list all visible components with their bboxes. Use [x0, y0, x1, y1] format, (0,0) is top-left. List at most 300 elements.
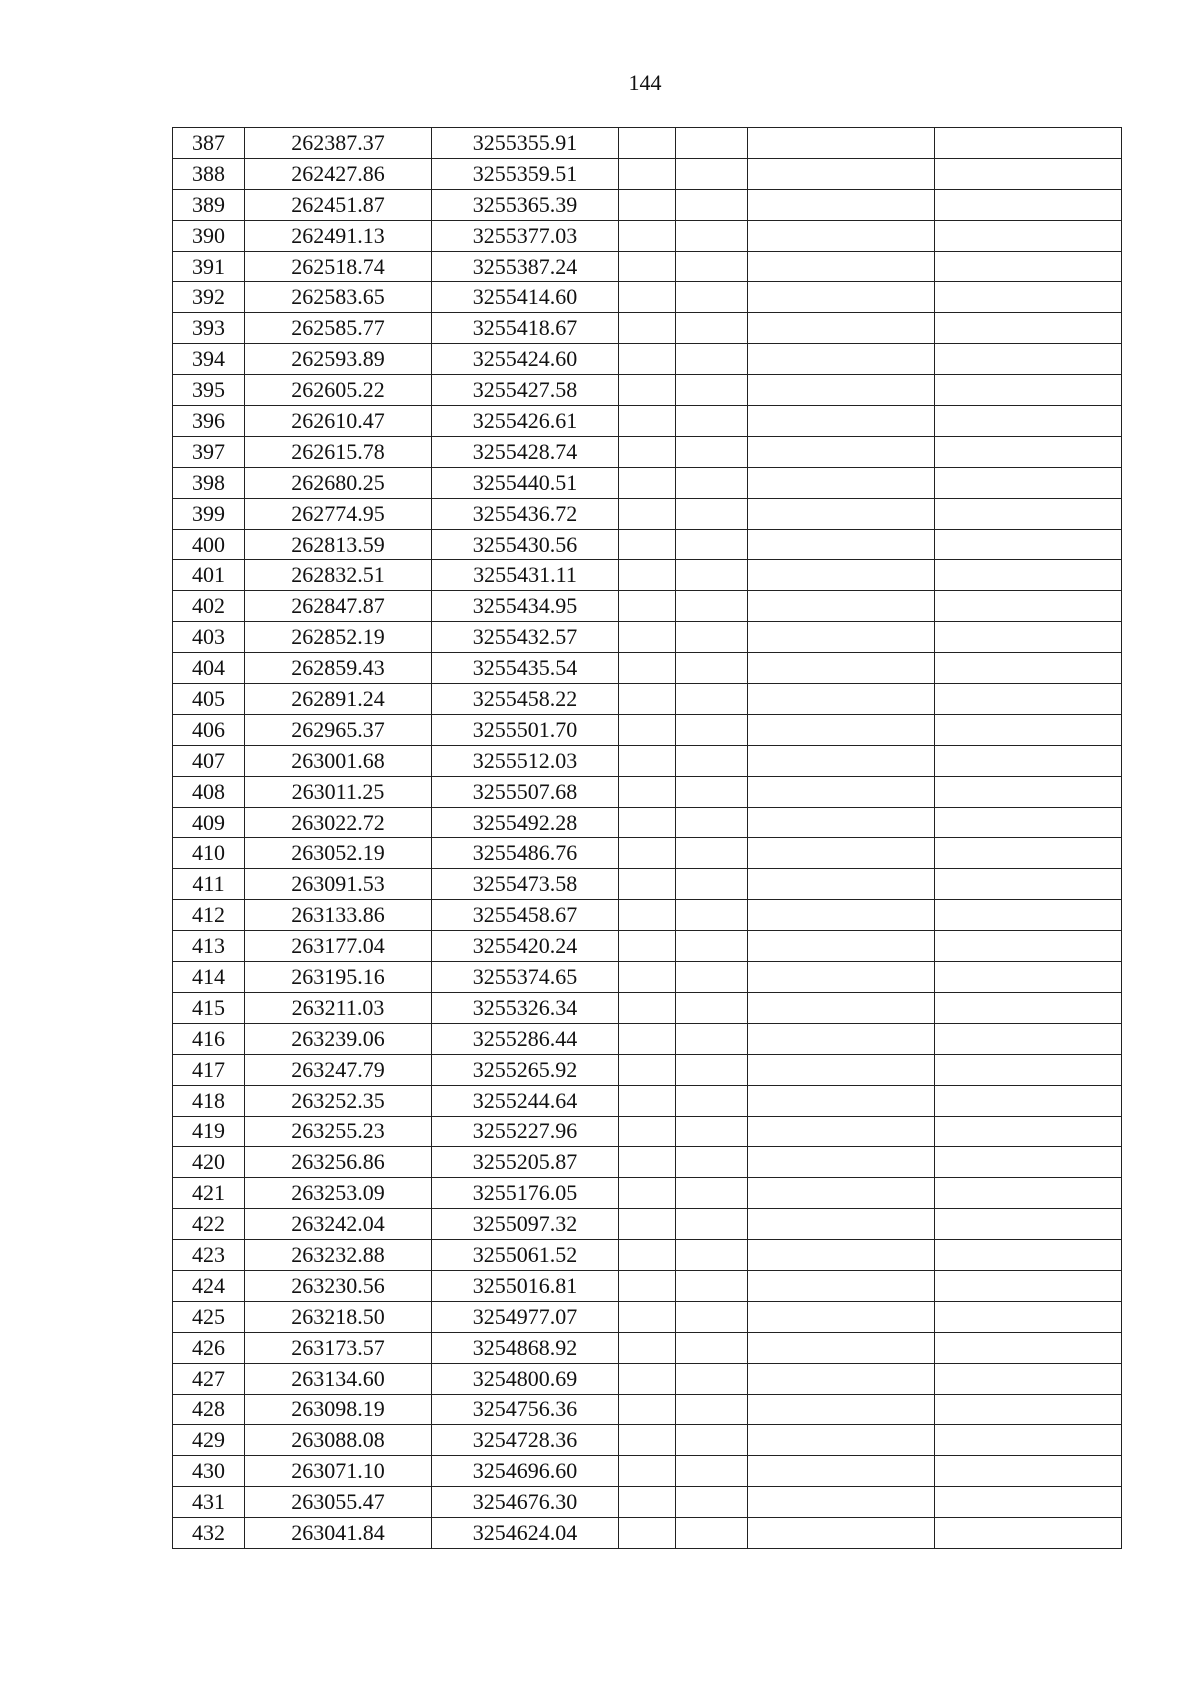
empty-cell — [935, 1209, 1122, 1240]
point-number-cell: 420 — [173, 1147, 245, 1178]
x-coordinate-cell: 263239.06 — [245, 1023, 432, 1054]
y-coordinate-cell: 3255205.87 — [432, 1147, 619, 1178]
y-coordinate-cell: 3254696.60 — [432, 1456, 619, 1487]
point-number-cell: 428 — [173, 1394, 245, 1425]
empty-cell — [935, 838, 1122, 869]
point-number-cell: 418 — [173, 1085, 245, 1116]
x-coordinate-cell: 263134.60 — [245, 1363, 432, 1394]
empty-cell — [935, 622, 1122, 653]
empty-cell — [676, 931, 748, 962]
point-number-cell: 421 — [173, 1178, 245, 1209]
point-number-cell: 411 — [173, 869, 245, 900]
x-coordinate-cell: 263041.84 — [245, 1518, 432, 1549]
table-row — [173, 1240, 1122, 1271]
empty-cell — [619, 931, 676, 962]
empty-cell — [748, 1487, 935, 1518]
empty-cell — [676, 714, 748, 745]
point-number-cell: 403 — [173, 622, 245, 653]
empty-cell — [619, 1518, 676, 1549]
coordinates-table — [172, 127, 1122, 1549]
empty-cell — [619, 745, 676, 776]
table-row — [173, 807, 1122, 838]
point-number-cell: 419 — [173, 1116, 245, 1147]
empty-cell — [676, 560, 748, 591]
table-body — [173, 128, 1122, 1549]
empty-cell — [676, 344, 748, 375]
empty-cell — [748, 776, 935, 807]
empty-cell — [935, 467, 1122, 498]
empty-cell — [748, 1240, 935, 1271]
x-coordinate-cell: 263098.19 — [245, 1394, 432, 1425]
table-row — [173, 1518, 1122, 1549]
table-row — [173, 653, 1122, 684]
empty-cell — [619, 1301, 676, 1332]
empty-cell — [748, 807, 935, 838]
x-coordinate-cell: 262965.37 — [245, 714, 432, 745]
x-coordinate-cell: 262583.65 — [245, 282, 432, 313]
point-number-cell: 404 — [173, 653, 245, 684]
table-row — [173, 1147, 1122, 1178]
empty-cell — [748, 467, 935, 498]
empty-cell — [935, 900, 1122, 931]
empty-cell — [676, 282, 748, 313]
y-coordinate-cell: 3255440.51 — [432, 467, 619, 498]
empty-cell — [619, 1240, 676, 1271]
table-row — [173, 1085, 1122, 1116]
x-coordinate-cell: 262680.25 — [245, 467, 432, 498]
empty-cell — [676, 684, 748, 715]
empty-cell — [748, 1332, 935, 1363]
table-row — [173, 714, 1122, 745]
empty-cell — [935, 931, 1122, 962]
empty-cell — [676, 1085, 748, 1116]
empty-cell — [935, 220, 1122, 251]
y-coordinate-cell: 3254977.07 — [432, 1301, 619, 1332]
empty-cell — [619, 1054, 676, 1085]
empty-cell — [935, 1116, 1122, 1147]
x-coordinate-cell: 263011.25 — [245, 776, 432, 807]
x-coordinate-cell: 262813.59 — [245, 529, 432, 560]
y-coordinate-cell: 3255507.68 — [432, 776, 619, 807]
y-coordinate-cell: 3255176.05 — [432, 1178, 619, 1209]
empty-cell — [935, 1518, 1122, 1549]
empty-cell — [935, 344, 1122, 375]
empty-cell — [676, 1487, 748, 1518]
table-row — [173, 1425, 1122, 1456]
empty-cell — [748, 1394, 935, 1425]
y-coordinate-cell: 3254624.04 — [432, 1518, 619, 1549]
empty-cell — [676, 653, 748, 684]
y-coordinate-cell: 3255377.03 — [432, 220, 619, 251]
point-number-cell: 410 — [173, 838, 245, 869]
table-row — [173, 436, 1122, 467]
empty-cell — [676, 1240, 748, 1271]
table-row — [173, 900, 1122, 931]
x-coordinate-cell: 263253.09 — [245, 1178, 432, 1209]
x-coordinate-cell: 262832.51 — [245, 560, 432, 591]
y-coordinate-cell: 3255420.24 — [432, 931, 619, 962]
y-coordinate-cell: 3255097.32 — [432, 1209, 619, 1240]
x-coordinate-cell: 263232.88 — [245, 1240, 432, 1271]
table-row — [173, 375, 1122, 406]
empty-cell — [748, 1456, 935, 1487]
table-row — [173, 1487, 1122, 1518]
empty-cell — [748, 900, 935, 931]
empty-cell — [748, 1054, 935, 1085]
empty-cell — [676, 1301, 748, 1332]
empty-cell — [676, 1147, 748, 1178]
point-number-cell: 422 — [173, 1209, 245, 1240]
point-number-cell: 426 — [173, 1332, 245, 1363]
table-row — [173, 838, 1122, 869]
y-coordinate-cell: 3255374.65 — [432, 962, 619, 993]
y-coordinate-cell: 3254800.69 — [432, 1363, 619, 1394]
empty-cell — [935, 1023, 1122, 1054]
empty-cell — [676, 1456, 748, 1487]
empty-cell — [619, 807, 676, 838]
empty-cell — [935, 1240, 1122, 1271]
empty-cell — [748, 869, 935, 900]
y-coordinate-cell: 3255016.81 — [432, 1270, 619, 1301]
x-coordinate-cell: 262593.89 — [245, 344, 432, 375]
empty-cell — [619, 406, 676, 437]
y-coordinate-cell: 3255458.67 — [432, 900, 619, 931]
empty-cell — [619, 1456, 676, 1487]
table-row — [173, 931, 1122, 962]
y-coordinate-cell: 3255424.60 — [432, 344, 619, 375]
point-number-cell: 399 — [173, 498, 245, 529]
empty-cell — [748, 1116, 935, 1147]
empty-cell — [676, 251, 748, 282]
point-number-cell: 432 — [173, 1518, 245, 1549]
x-coordinate-cell: 262427.86 — [245, 158, 432, 189]
y-coordinate-cell: 3255244.64 — [432, 1085, 619, 1116]
empty-cell — [619, 1116, 676, 1147]
empty-cell — [676, 1054, 748, 1085]
empty-cell — [935, 560, 1122, 591]
x-coordinate-cell: 263252.35 — [245, 1085, 432, 1116]
empty-cell — [935, 1270, 1122, 1301]
empty-cell — [619, 375, 676, 406]
point-number-cell: 389 — [173, 189, 245, 220]
y-coordinate-cell: 3254728.36 — [432, 1425, 619, 1456]
empty-cell — [619, 1394, 676, 1425]
x-coordinate-cell: 262859.43 — [245, 653, 432, 684]
empty-cell — [935, 776, 1122, 807]
empty-cell — [935, 1394, 1122, 1425]
empty-cell — [676, 313, 748, 344]
point-number-cell: 406 — [173, 714, 245, 745]
x-coordinate-cell: 263071.10 — [245, 1456, 432, 1487]
empty-cell — [619, 1085, 676, 1116]
empty-cell — [619, 1332, 676, 1363]
point-number-cell: 417 — [173, 1054, 245, 1085]
empty-cell — [619, 313, 676, 344]
empty-cell — [619, 838, 676, 869]
empty-cell — [619, 529, 676, 560]
empty-cell — [935, 128, 1122, 159]
x-coordinate-cell: 263173.57 — [245, 1332, 432, 1363]
point-number-cell: 390 — [173, 220, 245, 251]
table-row — [173, 1332, 1122, 1363]
table-row — [173, 313, 1122, 344]
y-coordinate-cell: 3255387.24 — [432, 251, 619, 282]
x-coordinate-cell: 262847.87 — [245, 591, 432, 622]
empty-cell — [676, 467, 748, 498]
point-number-cell: 402 — [173, 591, 245, 622]
empty-cell — [748, 344, 935, 375]
empty-cell — [935, 591, 1122, 622]
table-row — [173, 1301, 1122, 1332]
empty-cell — [748, 313, 935, 344]
empty-cell — [676, 1178, 748, 1209]
empty-cell — [619, 962, 676, 993]
y-coordinate-cell: 3255426.61 — [432, 406, 619, 437]
empty-cell — [619, 560, 676, 591]
x-coordinate-cell: 263211.03 — [245, 992, 432, 1023]
x-coordinate-cell: 262451.87 — [245, 189, 432, 220]
empty-cell — [748, 1023, 935, 1054]
empty-cell — [935, 869, 1122, 900]
y-coordinate-cell: 3255492.28 — [432, 807, 619, 838]
empty-cell — [619, 282, 676, 313]
empty-cell — [748, 838, 935, 869]
empty-cell — [619, 684, 676, 715]
empty-cell — [676, 406, 748, 437]
y-coordinate-cell: 3255359.51 — [432, 158, 619, 189]
x-coordinate-cell: 263218.50 — [245, 1301, 432, 1332]
empty-cell — [935, 1363, 1122, 1394]
table-row — [173, 1116, 1122, 1147]
empty-cell — [748, 436, 935, 467]
y-coordinate-cell: 3255326.34 — [432, 992, 619, 1023]
empty-cell — [748, 1301, 935, 1332]
empty-cell — [676, 1425, 748, 1456]
empty-cell — [676, 1209, 748, 1240]
empty-cell — [676, 220, 748, 251]
empty-cell — [676, 1394, 748, 1425]
empty-cell — [935, 282, 1122, 313]
table-row — [173, 591, 1122, 622]
y-coordinate-cell: 3255265.92 — [432, 1054, 619, 1085]
empty-cell — [748, 653, 935, 684]
empty-cell — [748, 560, 935, 591]
point-number-cell: 431 — [173, 1487, 245, 1518]
empty-cell — [619, 189, 676, 220]
empty-cell — [748, 529, 935, 560]
x-coordinate-cell: 263177.04 — [245, 931, 432, 962]
table-row — [173, 498, 1122, 529]
empty-cell — [748, 714, 935, 745]
x-coordinate-cell: 263133.86 — [245, 900, 432, 931]
point-number-cell: 400 — [173, 529, 245, 560]
empty-cell — [619, 498, 676, 529]
empty-cell — [748, 375, 935, 406]
y-coordinate-cell: 3255473.58 — [432, 869, 619, 900]
table-row — [173, 467, 1122, 498]
empty-cell — [676, 776, 748, 807]
point-number-cell: 401 — [173, 560, 245, 591]
point-number-cell: 416 — [173, 1023, 245, 1054]
point-number-cell: 408 — [173, 776, 245, 807]
x-coordinate-cell: 263230.56 — [245, 1270, 432, 1301]
empty-cell — [676, 838, 748, 869]
empty-cell — [935, 1487, 1122, 1518]
empty-cell — [676, 1023, 748, 1054]
empty-cell — [619, 128, 676, 159]
point-number-cell: 427 — [173, 1363, 245, 1394]
empty-cell — [935, 1456, 1122, 1487]
y-coordinate-cell: 3255458.22 — [432, 684, 619, 715]
point-number-cell: 414 — [173, 962, 245, 993]
empty-cell — [676, 529, 748, 560]
empty-cell — [619, 251, 676, 282]
x-coordinate-cell: 263256.86 — [245, 1147, 432, 1178]
y-coordinate-cell: 3255414.60 — [432, 282, 619, 313]
table-row — [173, 1394, 1122, 1425]
x-coordinate-cell: 262491.13 — [245, 220, 432, 251]
empty-cell — [748, 282, 935, 313]
y-coordinate-cell: 3255355.91 — [432, 128, 619, 159]
empty-cell — [748, 684, 935, 715]
point-number-cell: 413 — [173, 931, 245, 962]
empty-cell — [935, 1147, 1122, 1178]
y-coordinate-cell: 3255435.54 — [432, 653, 619, 684]
point-number-cell: 395 — [173, 375, 245, 406]
point-number-cell: 394 — [173, 344, 245, 375]
empty-cell — [676, 900, 748, 931]
empty-cell — [935, 684, 1122, 715]
empty-cell — [676, 1116, 748, 1147]
empty-cell — [748, 189, 935, 220]
table-row — [173, 282, 1122, 313]
y-coordinate-cell: 3255430.56 — [432, 529, 619, 560]
y-coordinate-cell: 3255286.44 — [432, 1023, 619, 1054]
table-row — [173, 1363, 1122, 1394]
y-coordinate-cell: 3255431.11 — [432, 560, 619, 591]
table-row — [173, 1023, 1122, 1054]
table-row — [173, 344, 1122, 375]
table-row — [173, 158, 1122, 189]
empty-cell — [619, 992, 676, 1023]
empty-cell — [748, 1518, 935, 1549]
empty-cell — [619, 467, 676, 498]
empty-cell — [935, 436, 1122, 467]
table-row — [173, 776, 1122, 807]
x-coordinate-cell: 262852.19 — [245, 622, 432, 653]
x-coordinate-cell: 263022.72 — [245, 807, 432, 838]
x-coordinate-cell: 262774.95 — [245, 498, 432, 529]
y-coordinate-cell: 3255227.96 — [432, 1116, 619, 1147]
y-coordinate-cell: 3255418.67 — [432, 313, 619, 344]
empty-cell — [676, 962, 748, 993]
x-coordinate-cell: 263195.16 — [245, 962, 432, 993]
y-coordinate-cell: 3255365.39 — [432, 189, 619, 220]
empty-cell — [935, 653, 1122, 684]
x-coordinate-cell: 262610.47 — [245, 406, 432, 437]
empty-cell — [935, 1332, 1122, 1363]
empty-cell — [935, 714, 1122, 745]
point-number-cell: 415 — [173, 992, 245, 1023]
table-row — [173, 962, 1122, 993]
empty-cell — [619, 776, 676, 807]
empty-cell — [676, 158, 748, 189]
empty-cell — [619, 158, 676, 189]
table-row — [173, 1270, 1122, 1301]
y-coordinate-cell: 3255436.72 — [432, 498, 619, 529]
table-row — [173, 529, 1122, 560]
y-coordinate-cell: 3254676.30 — [432, 1487, 619, 1518]
y-coordinate-cell: 3254756.36 — [432, 1394, 619, 1425]
empty-cell — [676, 375, 748, 406]
table-row — [173, 560, 1122, 591]
empty-cell — [748, 128, 935, 159]
empty-cell — [676, 498, 748, 529]
y-coordinate-cell: 3255432.57 — [432, 622, 619, 653]
table-row — [173, 622, 1122, 653]
empty-cell — [748, 1425, 935, 1456]
empty-cell — [619, 1147, 676, 1178]
empty-cell — [748, 498, 935, 529]
empty-cell — [935, 158, 1122, 189]
point-number-cell: 398 — [173, 467, 245, 498]
empty-cell — [748, 1209, 935, 1240]
y-coordinate-cell: 3255428.74 — [432, 436, 619, 467]
empty-cell — [935, 313, 1122, 344]
empty-cell — [619, 344, 676, 375]
point-number-cell: 425 — [173, 1301, 245, 1332]
empty-cell — [619, 1023, 676, 1054]
point-number-cell: 405 — [173, 684, 245, 715]
x-coordinate-cell: 263052.19 — [245, 838, 432, 869]
y-coordinate-cell: 3255427.58 — [432, 375, 619, 406]
point-number-cell: 430 — [173, 1456, 245, 1487]
empty-cell — [619, 1363, 676, 1394]
empty-cell — [935, 745, 1122, 776]
table-row — [173, 251, 1122, 282]
empty-cell — [676, 1363, 748, 1394]
x-coordinate-cell: 263001.68 — [245, 745, 432, 776]
x-coordinate-cell: 262615.78 — [245, 436, 432, 467]
point-number-cell: 409 — [173, 807, 245, 838]
empty-cell — [935, 251, 1122, 282]
point-number-cell: 387 — [173, 128, 245, 159]
x-coordinate-cell: 262605.22 — [245, 375, 432, 406]
table-row — [173, 745, 1122, 776]
table-row — [173, 189, 1122, 220]
empty-cell — [676, 128, 748, 159]
x-coordinate-cell: 263091.53 — [245, 869, 432, 900]
empty-cell — [935, 1301, 1122, 1332]
empty-cell — [748, 220, 935, 251]
y-coordinate-cell: 3255486.76 — [432, 838, 619, 869]
y-coordinate-cell: 3255434.95 — [432, 591, 619, 622]
empty-cell — [619, 900, 676, 931]
empty-cell — [935, 992, 1122, 1023]
empty-cell — [935, 498, 1122, 529]
empty-cell — [935, 406, 1122, 437]
empty-cell — [748, 931, 935, 962]
empty-cell — [748, 158, 935, 189]
empty-cell — [619, 653, 676, 684]
empty-cell — [748, 1147, 935, 1178]
empty-cell — [748, 992, 935, 1023]
x-coordinate-cell: 263247.79 — [245, 1054, 432, 1085]
empty-cell — [676, 992, 748, 1023]
empty-cell — [676, 1270, 748, 1301]
empty-cell — [935, 1425, 1122, 1456]
empty-cell — [748, 1178, 935, 1209]
